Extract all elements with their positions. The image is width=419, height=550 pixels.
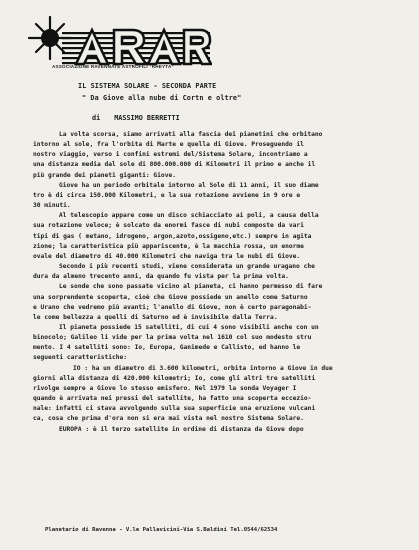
text-line: le come bellezza a quelli di Saturno ed è invisibile dalla Terra. — [33, 313, 278, 321]
article-body — [33, 130, 405, 435]
text-line: Giove ha un periodo orbitale intorno al Sole di 11 anni, il suo diame — [59, 181, 319, 189]
text-line: più grande dei pianeti giganti: Giove. — [33, 171, 176, 179]
text-line: nostro viaggio, verso i confini estremi del/Sistema Solare, incontriamo a — [33, 151, 308, 159]
text-line: Secondo i più recenti studi, viene considerata un grande uragano che — [59, 263, 315, 271]
text-line: IO : ha un diametro di 3.600 kilometri, orbita intorno a Giove in due — [73, 364, 333, 372]
text-line: e Urano che vedremo più avanti; l'anello di Giove, non è certo paragonabi- — [33, 303, 312, 311]
text-line: una sorprendente scoperta, cioè che Giove possiede un anello come Saturno — [33, 293, 308, 301]
text-line: Il pianeta possiede 15 satelliti, di cui 4 sono visibili anche con un — [59, 323, 319, 331]
text-line: ovale del diametro di 40.000 Kilometri che naviga tra le nubi di Giove. — [33, 252, 301, 260]
text-line: seguenti caratteristiche: — [33, 354, 128, 362]
text-line: quando è arrivata nei pressi del satellite, ha fatto una scoperta eccezio- — [33, 395, 312, 403]
author-name: MASSIMO BERRETTI — [114, 114, 180, 122]
text-line: una distanza media dal sole di 800.000.000 di Kilometri il primo e anche il — [33, 161, 316, 169]
text-line: rivolge sempre a Giove lo stesso emisfero. Nel 1979 la sonda Voyager I — [33, 384, 297, 392]
text-line: nale: infatti ci stava avvolgendo sulla sua superficie una eruzione vulcani — [33, 405, 316, 413]
text-line: binocolo; Galileo li vide per la prima volta nel 1610 col suo modesto stru — [33, 334, 312, 342]
footer-address: Planetario di Ravenna - V.le Pallavicini-Via S.Baldini Tel.0544/62534 — [45, 527, 278, 533]
svg-text:ARAR: ARAR — [76, 22, 79, 23]
text-line: dura da almeno trecento anni, da quando fu vista per la prima volta. — [33, 273, 289, 281]
text-line: tro è di circa 150.000 Kilometri, e la sua rotazione avviene in 9 ore e — [33, 191, 301, 199]
text-line: sua rotazione veloce; è solcato da enormi fasce di nubi composte da vari — [33, 222, 304, 230]
text-line: mento. I 4 satelliti sono: Io, Europa, Ganimede e Callisto, ed hanno le — [33, 344, 301, 352]
text-line: intorno al sole, fra l'orbita di Marte e quella di Giove. Proseguendo il — [33, 141, 304, 149]
author-line — [92, 114, 180, 122]
text-line: tipi di gas ( metano, idrogeno, argon,azoto,ossigeno,etc.) sempre in agita — [33, 232, 312, 240]
text-line: EUROPA : è il terzo satellite in ordine di distanza da Giove dopo — [59, 425, 304, 433]
organization-name: ASSOCIAZIONE RAVENNATE ASTROFILI "RHEYTA" — [52, 64, 174, 69]
text-line: ca, cosa che prima d'ora non si era mai vista nel nostro Sistema Solare. — [33, 415, 304, 423]
text-line: Le sonde che sono passate vicino al pianeta, ci hanno permesso di fare — [59, 283, 323, 291]
text-line: zione; la caratteristica più appariscente, è la macchia rossa, un enorme — [33, 242, 304, 250]
author-prefix: di — [92, 114, 101, 122]
text-line: La volta scorsa, siamo arrivati alla fascia dei pianetini che orbitano — [59, 131, 323, 138]
document-subtitle: " Da Giove alla nube di Cortn e oltre" — [82, 94, 242, 102]
text-line: 30 minuti. — [33, 202, 71, 210]
document-title: IL SISTEMA SOLARE - SECONDA PARTE — [78, 82, 217, 90]
text-line: Al telescopio appare come un disco schiacciato ai poli, a causa della — [59, 212, 319, 220]
text-line: giorni alla distanza di 420.000 kilometri; Io, come gli altri tre satelliti — [33, 374, 316, 382]
